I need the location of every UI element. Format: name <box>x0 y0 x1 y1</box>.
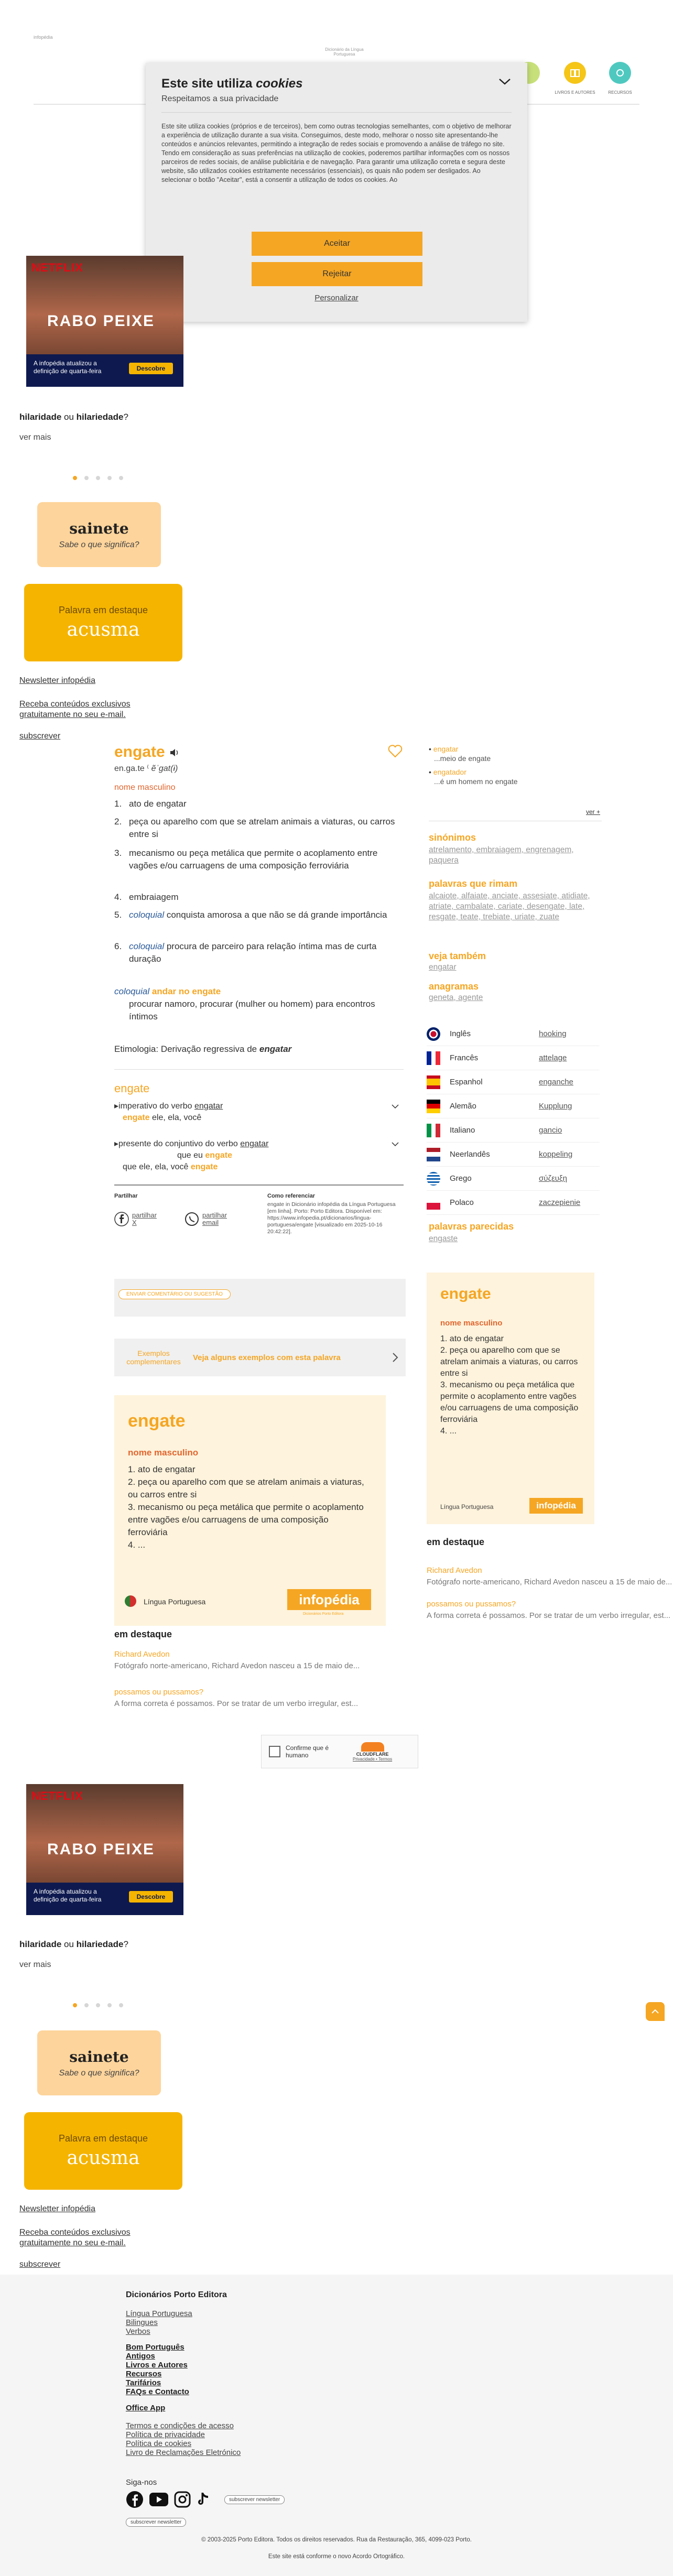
ad-brand: NETFLIX <box>31 261 83 274</box>
examples-link[interactable]: Veja alguns exemplos com esta palavra <box>193 1353 341 1362</box>
footer-link[interactable]: Recursos <box>126 2370 162 2378</box>
examples-alt: Exemplos complementares <box>126 1349 181 1366</box>
ad-title: RABO PEIXE <box>47 1841 155 1858</box>
book-caption: LIVROS E AUTORES <box>555 90 595 95</box>
suggest-button[interactable]: ENVIAR COMENTÁRIO OU SUGESTÃO <box>118 1289 231 1299</box>
footer-title: Dicionários Porto Editora <box>126 2290 227 2299</box>
resources-icon[interactable] <box>609 62 631 84</box>
accept-button[interactable]: Aceitar <box>252 232 422 256</box>
footer-app[interactable]: Office App <box>126 2404 166 2412</box>
social-icons <box>126 2491 285 2508</box>
lang-row[interactable]: Grego σύζευξη <box>427 1167 600 1191</box>
facebook-icon[interactable] <box>126 2491 144 2508</box>
definition-card <box>114 1395 386 1626</box>
destaque-label: Palavra em destaque <box>58 2133 148 2144</box>
footer-link[interactable]: Antigos <box>126 2352 155 2361</box>
share-x-label[interactable]: partilhar X <box>132 1211 157 1226</box>
ad-text: A infopédia atualizou a definição de quarta-feira <box>34 1888 102 1903</box>
share-wa-label[interactable]: partilhar email <box>202 1211 227 1226</box>
carousel-dot[interactable] <box>119 476 123 480</box>
sainete-question: Sabe o que significa? <box>59 540 139 549</box>
entry-word: engate <box>114 743 165 760</box>
newsletter-title[interactable]: Newsletter infopédia <box>19 2204 95 2213</box>
scroll-top-button[interactable] <box>646 2002 665 2021</box>
see-also-title: veja também <box>429 951 486 961</box>
conj-present[interactable]: ▸presente do conjuntivo do verbo engatar que eu engate que ele, ela, você engate <box>114 1139 269 1171</box>
newsletter-title[interactable]: Newsletter infopédia <box>19 676 95 685</box>
anagrams-list[interactable]: geneta, agente <box>429 993 483 1002</box>
ver-mais-link[interactable]: ver mais <box>19 433 51 442</box>
definition-item: 5. coloquial conquista amorosa a que não se dá grande importância <box>114 910 387 920</box>
lang-row[interactable]: Francês attelage <box>427 1046 600 1070</box>
footer-link[interactable]: Tarifários <box>126 2378 161 2387</box>
hilaridade-question[interactable]: hilaridade ou hilariedade? <box>19 412 128 422</box>
reject-button[interactable]: Rejeitar <box>252 262 422 286</box>
sidebar-destaque-title: em destaque <box>427 1537 485 1547</box>
chevron-down-icon[interactable] <box>391 1142 399 1147</box>
sidebar-card-word: engate <box>440 1285 491 1302</box>
portugal-flag-icon <box>125 1595 136 1607</box>
share-whatsapp[interactable] <box>184 1212 234 1226</box>
synonyms-title: sinónimos <box>429 832 476 843</box>
cite-title: Como referenciar <box>267 1193 316 1199</box>
sidebar-destaque-item-title[interactable]: possamos ou pussamos? <box>427 1600 516 1608</box>
cookie-separator <box>161 112 512 113</box>
examples-box[interactable] <box>114 1339 406 1376</box>
conj-imperative[interactable]: ▸imperativo do verbo engatar engate ele, ela, você <box>114 1102 223 1122</box>
grammar-label: nome masculino <box>114 783 176 792</box>
heart-icon[interactable] <box>388 744 403 758</box>
card-lang: Língua Portuguesa <box>144 1597 206 1606</box>
etymology: Etimologia: Derivação regressiva de engatar <box>114 1044 292 1054</box>
lang-row[interactable]: Polaco zaczepienie <box>427 1191 600 1215</box>
whatsapp-icon[interactable] <box>184 1212 199 1226</box>
pronunciation: en.ga.te ⁽ ẽˈgat(ɨ) <box>114 764 178 773</box>
lang-row[interactable]: Neerlandês koppeling <box>427 1143 600 1167</box>
facebook-icon[interactable] <box>114 1212 129 1226</box>
captcha-brand-block <box>353 1742 392 1762</box>
sidebar-card-defs: 1. ato de engatar 2. peça ou aparelho com que se atrelam animais a viaturas, ou carros entre si 3. mecanismo ou peça metálica que permite o acoplamento entre vagões e/ou carruagens de uma composição ferroviária 4. ... <box>440 1334 579 1436</box>
ver-mais-link[interactable]: ver mais <box>19 1960 51 1969</box>
captcha-checkbox[interactable] <box>269 1746 280 1757</box>
captcha-label: Confirme que é humano <box>286 1744 329 1759</box>
site-logo[interactable]: infopédia <box>34 35 53 40</box>
card-tag: Dicionários Porto Editora <box>303 1612 344 1616</box>
hilaridade-question[interactable]: hilaridade ou hilariedade? <box>19 1939 128 1949</box>
footer-link[interactable]: Política de cookies <box>126 2439 192 2448</box>
definition-item: 1. ato de engatar <box>114 799 187 809</box>
card-brand: infopédia <box>287 1589 371 1610</box>
germany-flag-icon <box>427 1100 440 1113</box>
carousel-dot[interactable] <box>84 476 89 480</box>
poland-flag-icon <box>427 1196 440 1210</box>
follow-label: Siga-nos <box>126 2478 157 2487</box>
sainete-card[interactable] <box>37 2030 161 2095</box>
definition-item: 2. peça ou aparelho com que se atrelam animais a viaturas, ou carros entre si <box>114 817 395 839</box>
copyright: © 2003-2025 Porto Editora. Todos os direitos reservados. Rua da Restauração, 365, 4099-023 Porto. <box>201 2537 472 2543</box>
cloudflare-icon <box>361 1742 384 1752</box>
ad-banner[interactable] <box>26 256 183 387</box>
destaque-label: Palavra em destaque <box>58 605 148 615</box>
agreement: Este site está conforme o novo Acordo Ortográfico. <box>268 2553 405 2560</box>
card-word: engate <box>128 1411 186 1431</box>
definitions-list <box>114 798 397 972</box>
palavra-destaque-card[interactable] <box>24 584 182 661</box>
customize-link[interactable]: Personalizar <box>314 294 359 302</box>
carousel-dot[interactable] <box>96 2003 100 2007</box>
card-gram: nome masculino <box>128 1448 199 1458</box>
footer <box>0 2275 673 2576</box>
rhymes-title: palavras que rimam <box>429 878 518 889</box>
carousel-dot[interactable] <box>96 476 100 480</box>
carousel-dot[interactable] <box>107 2003 112 2007</box>
footer-links-2 <box>126 2343 189 2396</box>
sidebar-destaque-item-desc: A forma correta é possamos. Por se tratar de um verbo irregular, est... <box>427 1611 671 1620</box>
footer-link[interactable]: Termos e condições de acesso <box>126 2421 234 2430</box>
youtube-icon[interactable] <box>149 2492 169 2507</box>
sidebar-card-brand: infopédia <box>529 1498 583 1514</box>
similar-title: palavras parecidas <box>429 1221 514 1232</box>
newsletter-text[interactable]: Receba conteúdos exclusivos gratuitamente no seu e-mail. <box>19 700 131 719</box>
footer-link[interactable]: FAQs e Contacto <box>126 2387 189 2396</box>
subscribe-link[interactable]: subscrever <box>19 2260 61 2269</box>
france-flag-icon <box>427 1051 440 1065</box>
tiktok-icon[interactable] <box>196 2492 210 2507</box>
carousel-dots[interactable] <box>73 476 123 480</box>
speaker-icon[interactable] <box>169 748 180 757</box>
netherlands-flag-icon <box>427 1148 440 1161</box>
footer-link[interactable]: Língua Portuguesa <box>126 2309 192 2318</box>
footer-link[interactable]: Verbos <box>126 2327 150 2336</box>
instagram-icon[interactable] <box>174 2491 191 2508</box>
lang-row[interactable]: Alemão Kupplung <box>427 1094 600 1118</box>
divider <box>114 1184 404 1186</box>
ad-brand: NETFLIX <box>31 1789 83 1802</box>
footer-links-1 <box>126 2309 192 2336</box>
synonyms-list[interactable]: atrelamento, embraiagem, engrenagem, paquera <box>429 845 574 865</box>
footer-links-3 <box>126 2421 241 2457</box>
share-x[interactable] <box>114 1212 158 1226</box>
definition-item: 4. embraiagem <box>114 892 179 902</box>
ad-banner[interactable] <box>26 1784 183 1915</box>
footer-link[interactable]: Política de privacidade <box>126 2430 205 2439</box>
conjugation-title: engate <box>114 1082 150 1095</box>
cookie-subtitle: Respeitamos a sua privacidade <box>161 94 279 103</box>
greece-flag-icon <box>427 1172 440 1186</box>
footer-link[interactable]: Livro de Reclamações Eletrónico <box>126 2448 241 2457</box>
captcha-brand: CLOUDFLARE <box>356 1751 389 1757</box>
near-word-item[interactable]: • engatador ...é um homem no engate <box>429 768 518 786</box>
ad-cta[interactable]: Descobre <box>129 363 173 374</box>
captcha-links[interactable]: Privacidade • Termos <box>353 1756 393 1762</box>
card-defs: 1. ato de engatar 2. peça ou aparelho com que se atrelam animais a viaturas, ou carros entre si 3. mecanismo ou peça metálica que permite o acoplamento entre vagões e/ou carruagens de uma composição ferroviária 4. ... <box>128 1464 364 1550</box>
carousel-dot[interactable] <box>73 2003 77 2007</box>
chevron-up-icon <box>651 2009 659 2014</box>
ver-mais-near[interactable]: ver + <box>586 808 601 816</box>
translations <box>427 1022 600 1215</box>
cookie-text: Este site utiliza cookies (próprios e de terceiros), bem como outras tecnologias semelhantes, com o objetivo de melhorar a experiência de utilização durante a sua visita. Conseguimos, deste modo, melhorar o nosso site apresentando-lhe conteúdos e anúncios relevantes, permitindo a integração de redes sociais e promovendo a análise de tráfego no site. Tendo em consideração as suas preferências na utilização de cookies, poderemos partilhar informações com os nossos parceiros de redes sociais, de análise publicitária e de navegação. Para garantir uma utilização correta e segura deste website, são utilizados cookies estritamente necessários (essenciais), os quais não podem ser desligados. Ao selecionar o botão "Aceitar", está a consentir a utilização de todos os cookies. Ao <box>161 123 512 183</box>
lang-row[interactable]: Inglês hooking <box>427 1022 600 1046</box>
share-title: Partilhar <box>114 1193 138 1199</box>
destaque-word: acusma <box>67 2147 140 2169</box>
expression: coloquial andar no engate procurar namoro, procurar (mulher ou homem) para encontros íntimos <box>114 986 375 1021</box>
sidebar-destaque-item-title[interactable]: Richard Avedon <box>427 1566 482 1575</box>
spain-flag-icon <box>427 1075 440 1089</box>
carousel-dot[interactable] <box>107 476 112 480</box>
destaque-item-title[interactable]: Richard Avedon <box>114 1650 170 1659</box>
definition-item: 6. coloquial procura de parceiro para relação íntima mas de curta duração <box>114 941 377 964</box>
ad-title: RABO PEIXE <box>47 312 155 330</box>
lang-row[interactable]: Espanhol enganche <box>427 1070 600 1094</box>
cite-text: engate in Dicionário infopédia da Língua Portuguesa [em linha]. Porto: Porto Editora. Disponível em: https://www.infopedia.pt/dicionarios/lingua-portuguesa/engate [visualizado em 2025-10-16 20:42:22]. <box>267 1201 396 1235</box>
subscribe-link[interactable]: subscrever <box>19 732 61 741</box>
em-destaque-title: em destaque <box>114 1629 172 1639</box>
footer-link[interactable]: Bom Português <box>126 2343 184 2352</box>
near-words <box>429 744 518 786</box>
cookie-dialog <box>146 63 527 322</box>
palavra-destaque-card[interactable] <box>24 2112 182 2190</box>
destaque-item-desc: A forma correta é possamos. Por se tratar de um verbo irregular, est... <box>114 1699 359 1708</box>
ad-text: A infopédia atualizou a definição de quarta-feira <box>34 360 102 375</box>
sainete-card[interactable] <box>37 502 161 567</box>
sainete-word: sainete <box>69 2048 129 2066</box>
book-icon[interactable] <box>564 62 586 84</box>
cookie-title: Este site utiliza cookies <box>161 77 303 91</box>
carousel-dot[interactable] <box>73 476 77 480</box>
rhymes-list[interactable]: alcaiote, alfaiate, anciate, assesiate, atidiate, atriate, cambalate, cariate, desengate, late, resgate, teate, trebiate, uriate, zuate <box>429 892 590 921</box>
sainete-word: sainete <box>69 519 129 537</box>
captcha-widget <box>261 1735 418 1768</box>
subscribe-newsletter-button[interactable]: subscrever newsletter <box>126 2518 186 2527</box>
lang-row[interactable]: Italiano gancio <box>427 1118 600 1143</box>
definition-item: 3. mecanismo ou peça metálica que permite o acoplamento entre vagões e/ou carruagens de uma composição ferroviária <box>114 848 378 871</box>
destaque-item-title[interactable]: possamos ou pussamos? <box>114 1688 204 1697</box>
carousel-dots[interactable] <box>73 2003 123 2007</box>
chevron-down-icon[interactable] <box>498 78 512 86</box>
newsletter-button[interactable]: subscrever newsletter <box>224 2495 285 2504</box>
destaque-item-desc: Fotógrafo norte-americano, Richard Avedon nasceu a 15 de maio de... <box>114 1661 360 1670</box>
chevron-down-icon[interactable] <box>391 1104 399 1109</box>
destaque-word: acusma <box>67 619 140 640</box>
ad-cta[interactable]: Descobre <box>129 1891 173 1903</box>
italy-flag-icon <box>427 1124 440 1137</box>
footer-link[interactable]: Livros e Autores <box>126 2361 188 2370</box>
sidebar-definition-card <box>427 1273 594 1524</box>
suggestion-box <box>114 1279 406 1317</box>
resources-caption: RECURSOS <box>608 90 632 95</box>
newsletter-text[interactable]: Receba conteúdos exclusivos gratuitamente no seu e-mail. <box>19 2228 131 2247</box>
chevron-right-icon[interactable] <box>392 1352 398 1363</box>
see-also-link[interactable]: engatar <box>429 963 457 972</box>
anagrams-title: anagramas <box>429 981 479 992</box>
uk-flag-icon <box>427 1027 440 1041</box>
divider <box>114 1069 404 1070</box>
center-logo-alt: Dicionário da Língua Portuguesa <box>325 47 364 57</box>
sidebar-card-lang: Língua Portuguesa <box>440 1503 494 1510</box>
sidebar-destaque-item-desc: Fotógrafo norte-americano, Richard Avedon nasceu a 15 de maio de... <box>427 1578 672 1586</box>
similar-link[interactable]: engaste <box>429 1234 458 1243</box>
carousel-dot[interactable] <box>84 2003 89 2007</box>
sainete-question: Sabe o que significa? <box>59 2068 139 2078</box>
carousel-dot[interactable] <box>119 2003 123 2007</box>
footer-link[interactable]: Bilingues <box>126 2318 158 2327</box>
sidebar-card-gram: nome masculino <box>440 1319 503 1328</box>
near-word-item[interactable]: • engatar ...meio de engate <box>429 745 491 763</box>
entry-header <box>114 743 180 761</box>
